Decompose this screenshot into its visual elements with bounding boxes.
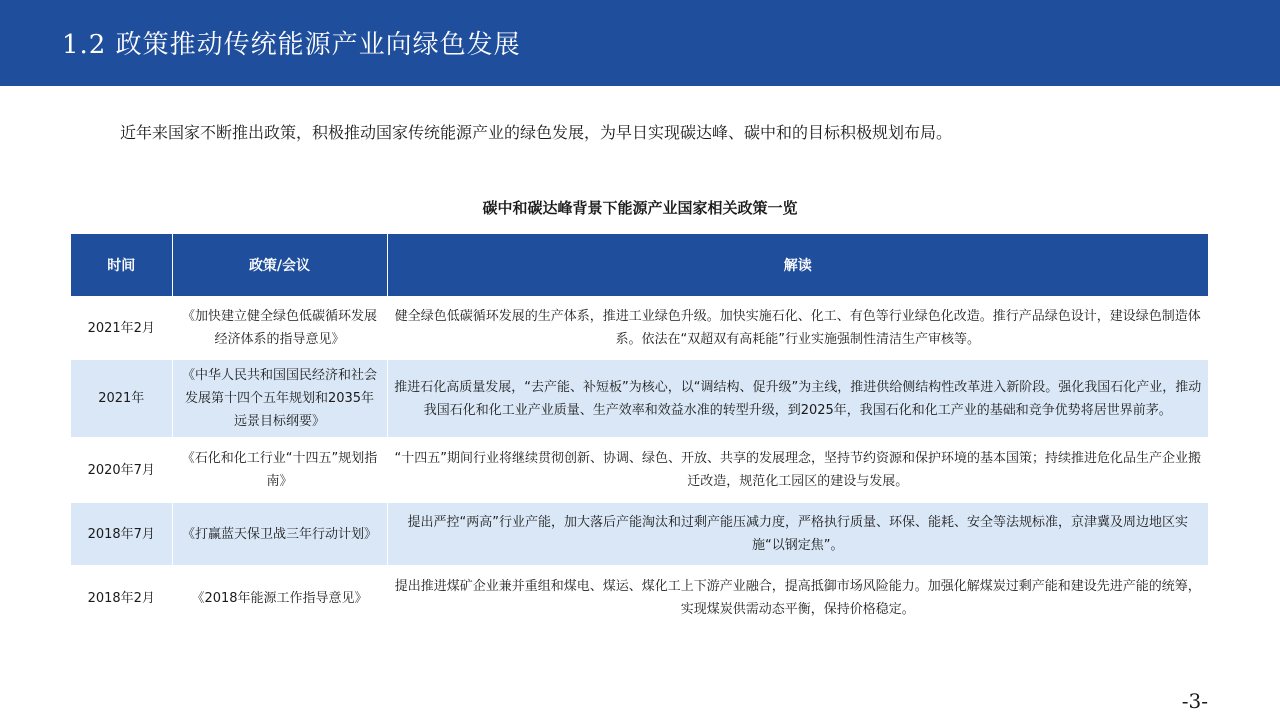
cell-time: 2021年 xyxy=(71,360,172,437)
cell-policy: 《石化和化工行业“十四五”规划指南》 xyxy=(172,437,387,503)
column-header-time: 时间 xyxy=(71,234,172,296)
cell-reading: 提出严控“两高”行业产能，加大落后产能淘汰和过剩产能压减力度，严格执行质量、环保、能耗、安全等法规标准，京津冀及周边地区实施“以钢定焦”。 xyxy=(387,503,1208,565)
page-number: -3- xyxy=(1181,689,1208,713)
column-header-policy: 政策/会议 xyxy=(172,234,387,296)
table-row xyxy=(71,296,1208,360)
policy-table xyxy=(71,234,1208,631)
column-header-reading: 解读 xyxy=(387,234,1208,296)
cell-time: 2018年7月 xyxy=(71,503,172,565)
table-row xyxy=(71,437,1208,503)
table-header-row xyxy=(71,234,1208,296)
cell-time: 2021年2月 xyxy=(71,296,172,360)
cell-reading: “十四五”期间行业将继续贯彻创新、协调、绿色、开放、共享的发展理念，坚持节约资源和保护环境的基本国策；持续推进危化品生产企业搬迁改造，规范化工园区的建设与发展。 xyxy=(394,451,1201,489)
cell-policy: 《打赢蓝天保卫战三年行动计划》 xyxy=(172,503,387,565)
intro-paragraph: 近年来国家不断推出政策，积极推动国家传统能源产业的绿色发展，为早日实现碳达峰、碳中和的目标积极规划布局。 xyxy=(120,123,953,142)
cell-reading: 提出推进煤矿企业兼并重组和煤电、煤运、煤化工上下游产业融合，提高抵御市场风险能力。加强化解煤炭过剩产能和建设先进产能的统筹，实现煤炭供需动态平衡，保持价格稳定。 xyxy=(394,579,1201,617)
cell-reading: 健全绿色低碳循环发展的生产体系，推进工业绿色升级。加快实施石化、化工、有色等行业绿色化改造。推行产品绿色设计，建设绿色制造体系。依法在“双超双有高耗能”行业实施强制性清洁生产审核等。 xyxy=(394,309,1201,347)
table-row xyxy=(71,360,1208,437)
cell-time: 2020年7月 xyxy=(71,437,172,503)
title-bar xyxy=(0,0,1280,86)
cell-time: 2018年2月 xyxy=(71,565,172,631)
page-title: 1.2 政策推动传统能源产业向绿色发展 xyxy=(62,30,521,60)
table-caption: 碳中和碳达峰背景下能源产业国家相关政策一览 xyxy=(482,199,798,217)
cell-policy: 《中华人民共和国国民经济和社会发展第十四个五年规划和2035年远景目标纲要》 xyxy=(172,360,387,437)
cell-reading: 推进石化高质量发展，“去产能、补短板”为核心，以“调结构、促升级”为主线，推进供给侧结构性改革进入新阶段。强化我国石化产业，推动我国石化和化工业产业质量、生产效率和效益水准的转型升级，到2025年，我国石化和化工产业的基础和竞争优势将居世界前茅。 xyxy=(387,360,1208,437)
cell-policy: 《2018年能源工作指导意见》 xyxy=(172,565,387,631)
table-row xyxy=(71,565,1208,631)
cell-policy: 《加快建立健全绿色低碳循环发展经济体系的指导意见》 xyxy=(172,296,387,360)
table-row xyxy=(71,503,1208,565)
